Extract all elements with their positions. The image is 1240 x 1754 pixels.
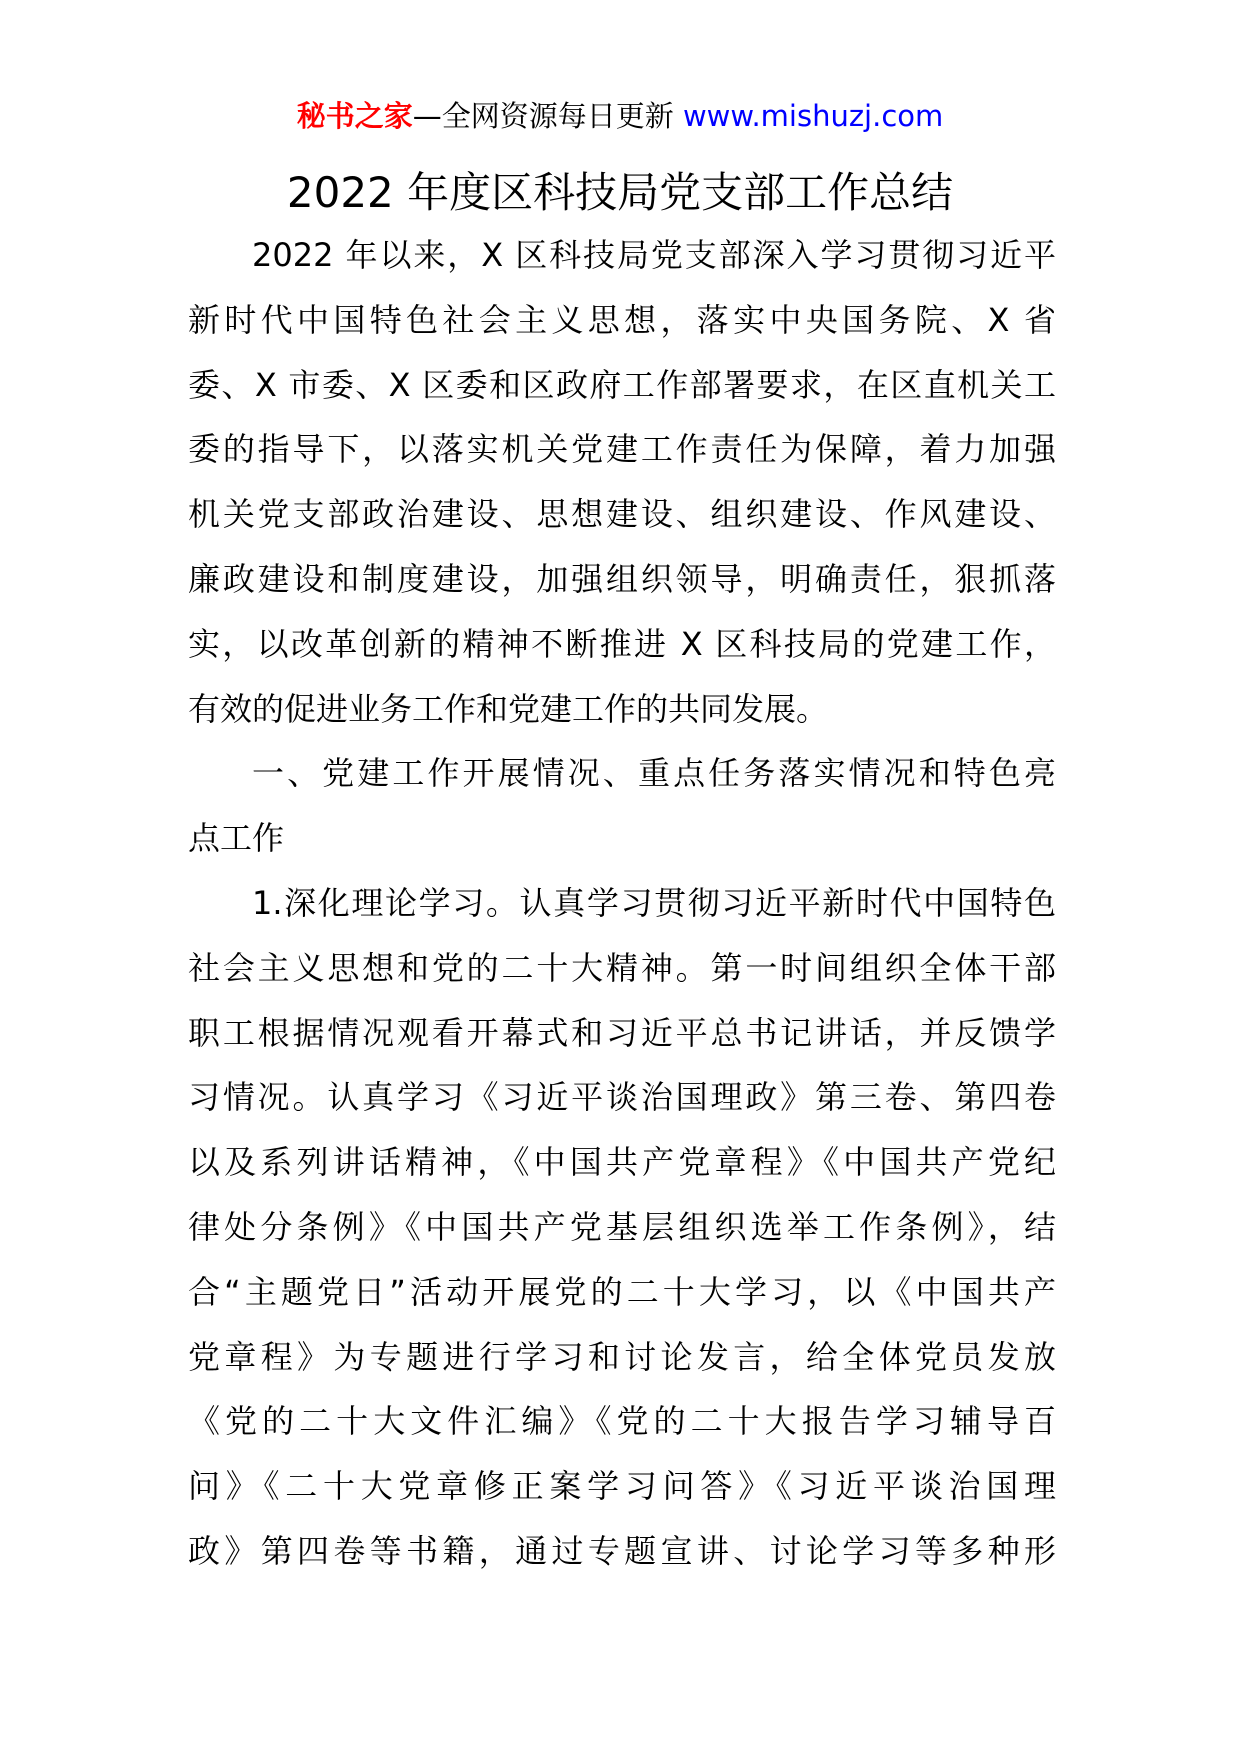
paragraph-intro-line: 新时代中国特色社会主义思想，落实中央国务院、X 省 xyxy=(188,300,1056,339)
paragraph-study-line: 社会主义思想和党的二十大精神。第一时间组织全体干部 xyxy=(188,948,1056,987)
paragraph-study-line: 习情况。认真学习《习近平谈治国理政》第三卷、第四卷 xyxy=(188,1078,1056,1117)
document-body xyxy=(188,223,1056,1584)
site-tagline: —全网资源每日更新 xyxy=(412,99,674,133)
section-heading-line: 点工作 xyxy=(188,819,285,858)
paragraph-study-line: 以及系列讲话精神，《中国共产党章程》《中国共产党纪 xyxy=(188,1143,1056,1182)
paragraph-study-line: 律处分条例》《中国共产党基层组织选举工作条例》，结 xyxy=(188,1207,1056,1246)
section-heading-line: 一、党建工作开展情况、重点任务落实情况和特色亮 xyxy=(252,754,1056,793)
site-brand: 秘书之家 xyxy=(296,99,413,133)
paragraph-study-line: 问》《二十大党章修正案学习问答》《习近平谈治国理 xyxy=(188,1467,1056,1506)
paragraph-study-line: 1.深化理论学习。认真学习贯彻习近平新时代中国特色 xyxy=(252,883,1056,922)
site-url-link[interactable]: www.mishuzj.com xyxy=(682,99,944,133)
paragraph-study-line: 《党的二十大文件汇编》《党的二十大报告学习辅导百 xyxy=(188,1402,1056,1441)
paragraph-intro-line: 廉政建设和制度建设，加强组织领导，明确责任，狠抓落 xyxy=(188,559,1056,598)
paragraph-intro-line: 2022 年以来，X 区科技局党支部深入学习贯彻习近平 xyxy=(252,236,1056,274)
document-title: 2022 年度区科技局党支部工作总结 xyxy=(286,168,954,217)
paragraph-study-line: 政》第四卷等书籍，通过专题宣讲、讨论学习等多种形 xyxy=(188,1531,1056,1570)
paragraph-intro-line: 机关党支部政治建设、思想建设、组织建设、作风建设、 xyxy=(188,495,1056,534)
site-header xyxy=(0,96,1240,136)
paragraph-study-line: 职工根据情况观看开幕式和习近平总书记讲话，并反馈学 xyxy=(188,1013,1056,1052)
paragraph-study-line: 党章程》为专题进行学习和讨论发言，给全体党员发放 xyxy=(188,1337,1056,1376)
paragraph-intro-line: 委的指导下，以落实机关党建工作责任为保障，着力加强 xyxy=(188,430,1056,469)
paragraph-intro-line: 实，以改革创新的精神不断推进 X 区科技局的党建工作， xyxy=(188,624,1056,663)
paragraph-intro-line: 有效的促进业务工作和党建工作的共同发展。 xyxy=(188,689,829,728)
paragraph-study-line: 合“主题党日”活动开展党的二十大学习，以《中国共产 xyxy=(188,1272,1056,1311)
paragraph-intro-line: 委、X 市委、X 区委和区政府工作部署要求，在区直机关工 xyxy=(188,365,1056,404)
